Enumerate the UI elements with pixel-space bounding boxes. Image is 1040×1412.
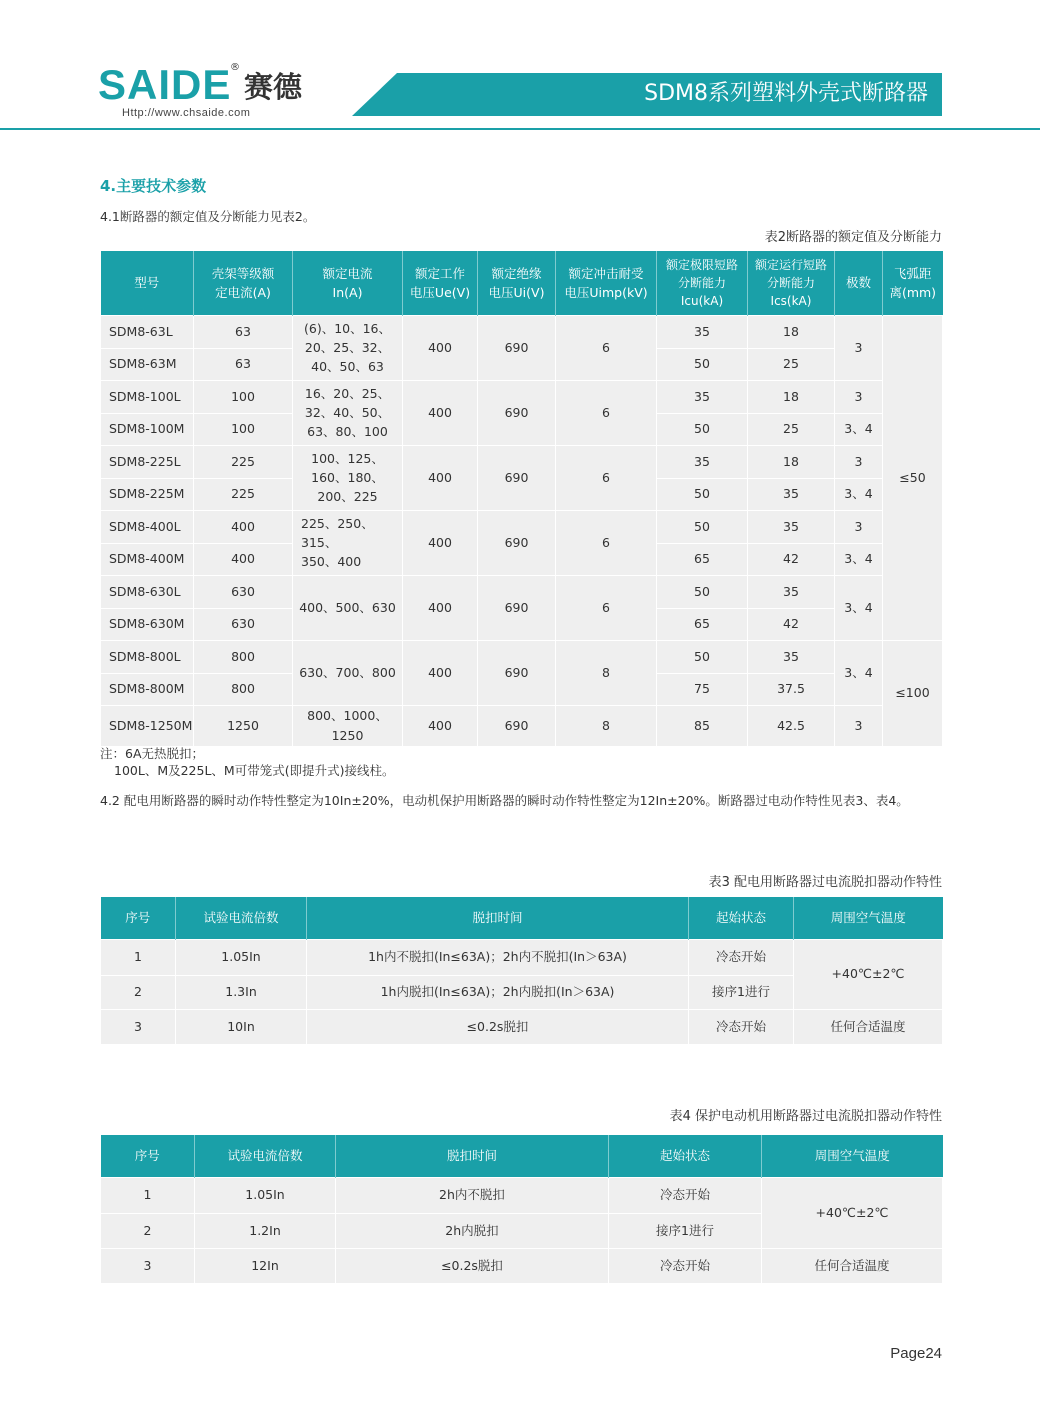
- frame-cell: 63: [194, 348, 293, 380]
- poles-cell: 3: [835, 445, 883, 478]
- model-cell: SDM8-400L: [101, 510, 194, 543]
- ue-cell: 400: [403, 380, 478, 445]
- time-cell: 2h内脱扣: [336, 1213, 609, 1248]
- time-cell: 1h内脱扣(In≤63A)；2h内脱扣(In＞63A): [307, 975, 689, 1009]
- table-row: [101, 315, 943, 348]
- table-row: [101, 939, 943, 975]
- table3-caption: 表3 配电用断路器过电流脱扣器动作特性: [708, 875, 942, 890]
- model-cell: SDM8-400M: [101, 543, 194, 575]
- frame-cell: 225: [194, 445, 293, 478]
- table2-header: 额定电流 In(A): [293, 251, 403, 315]
- no-cell: 1: [101, 1177, 195, 1213]
- ics-cell: 37.5: [748, 673, 835, 705]
- icu-cell: 50: [657, 348, 748, 380]
- temp-cell: +40℃±2℃: [762, 1177, 943, 1248]
- state-cell: 接序1进行: [609, 1213, 762, 1248]
- icu-cell: 35: [657, 380, 748, 413]
- ics-cell: 18: [748, 380, 835, 413]
- time-cell: ≤0.2s脱扣: [336, 1248, 609, 1283]
- section-intro: 4.1断路器的额定值及分断能力见表2。: [100, 209, 316, 224]
- frame-cell: 225: [194, 478, 293, 510]
- state-cell: 冷态开始: [609, 1177, 762, 1213]
- ui-cell: 690: [478, 380, 556, 445]
- in-cell: 400、500、630: [293, 575, 403, 640]
- uimp-cell: 6: [556, 380, 657, 445]
- mult-cell: 1.05In: [176, 939, 307, 975]
- table2-header: 飞弧距 离(mm): [883, 251, 943, 315]
- table4-header: 周围空气温度: [762, 1135, 943, 1177]
- icu-cell: 75: [657, 673, 748, 705]
- table2-header: 极数: [835, 251, 883, 315]
- uimp-cell: 8: [556, 705, 657, 746]
- note-line-1: 注：6A无热脱扣；: [100, 746, 205, 761]
- ics-cell: 25: [748, 413, 835, 445]
- table3-header: 周围空气温度: [794, 897, 943, 939]
- icu-cell: 65: [657, 543, 748, 575]
- ics-cell: 35: [748, 640, 835, 673]
- icu-cell: 35: [657, 445, 748, 478]
- poles-cell: 3: [835, 510, 883, 543]
- mult-cell: 1.05In: [195, 1177, 336, 1213]
- table-row: [101, 705, 943, 746]
- frame-cell: 400: [194, 510, 293, 543]
- model-cell: SDM8-800L: [101, 640, 194, 673]
- ue-cell: 400: [403, 510, 478, 575]
- website-url: Http://www.chsaide.com: [122, 107, 251, 119]
- registered-mark: ®: [230, 62, 240, 73]
- ui-cell: 690: [478, 575, 556, 640]
- table4: [100, 1135, 943, 1284]
- ue-cell: 400: [403, 575, 478, 640]
- mult-cell: 10In: [176, 1009, 307, 1044]
- poles-cell: 3、4: [835, 413, 883, 445]
- poles-cell: 3、4: [835, 478, 883, 510]
- in-cell: 630、700、800: [293, 640, 403, 705]
- in-cell: 16、20、25、 32、40、50、 63、80、100: [293, 380, 403, 445]
- no-cell: 2: [101, 975, 176, 1009]
- temp-cell: +40℃±2℃: [794, 939, 943, 1009]
- table2-header: 额定工作 电压Ue(V): [403, 251, 478, 315]
- model-cell: SDM8-1250M: [101, 705, 194, 746]
- model-cell: SDM8-63L: [101, 315, 194, 348]
- model-cell: SDM8-100M: [101, 413, 194, 445]
- frame-cell: 400: [194, 543, 293, 575]
- arc-cell: ≤100: [883, 640, 943, 746]
- time-cell: 1h内不脱扣(In≤63A)；2h内不脱扣(In＞63A): [307, 939, 689, 975]
- table4-header: 序号: [101, 1135, 195, 1177]
- in-cell: 100、125、 160、180、 200、225: [293, 445, 403, 510]
- icu-cell: 50: [657, 413, 748, 445]
- table3-header: 试验电流倍数: [176, 897, 307, 939]
- table-row: [101, 510, 943, 543]
- table2-header: 额定运行短路 分断能力 Ics(kA): [748, 251, 835, 315]
- ui-cell: 690: [478, 315, 556, 380]
- icu-cell: 35: [657, 315, 748, 348]
- ui-cell: 690: [478, 705, 556, 746]
- state-cell: 冷态开始: [689, 1009, 794, 1044]
- table2-header: 型号: [101, 251, 194, 315]
- logo-chinese: 赛德: [244, 70, 303, 104]
- icu-cell: 65: [657, 608, 748, 640]
- frame-cell: 63: [194, 315, 293, 348]
- frame-cell: 100: [194, 413, 293, 445]
- ics-cell: 25: [748, 348, 835, 380]
- frame-cell: 800: [194, 640, 293, 673]
- mult-cell: 1.2In: [195, 1213, 336, 1248]
- model-cell: SDM8-630M: [101, 608, 194, 640]
- icu-cell: 50: [657, 640, 748, 673]
- poles-cell: 3、4: [835, 543, 883, 575]
- table3-header: 起始状态: [689, 897, 794, 939]
- ue-cell: 400: [403, 315, 478, 380]
- table2-header: 额定绝缘 电压Ui(V): [478, 251, 556, 315]
- icu-cell: 50: [657, 478, 748, 510]
- poles-cell: 3: [835, 705, 883, 746]
- poles-cell: 3、4: [835, 640, 883, 705]
- ics-cell: 42: [748, 543, 835, 575]
- temp-cell: 任何合适温度: [794, 1009, 943, 1044]
- table4-header: 脱扣时间: [336, 1135, 609, 1177]
- frame-cell: 1250: [194, 705, 293, 746]
- ui-cell: 690: [478, 445, 556, 510]
- table-row: [101, 1177, 943, 1213]
- ics-cell: 18: [748, 445, 835, 478]
- ics-cell: 35: [748, 575, 835, 608]
- uimp-cell: 6: [556, 510, 657, 575]
- table2: [100, 251, 943, 747]
- ue-cell: 400: [403, 705, 478, 746]
- paragraph-4-2: 4.2 配电用断路器的瞬时动作特性整定为10In±20%，电动机保护用断路器的瞬时动作特性整定为12In±20%。断路器过电动作特性见表3、表4。: [100, 793, 909, 808]
- table2-header: 额定冲击耐受 电压Uimp(kV): [556, 251, 657, 315]
- no-cell: 3: [101, 1248, 195, 1283]
- uimp-cell: 8: [556, 640, 657, 705]
- ics-cell: 35: [748, 478, 835, 510]
- ue-cell: 400: [403, 640, 478, 705]
- model-cell: SDM8-63M: [101, 348, 194, 380]
- frame-cell: 800: [194, 673, 293, 705]
- state-cell: 冷态开始: [609, 1248, 762, 1283]
- in-cell: 225、250、315、 350、400: [293, 510, 403, 575]
- ui-cell: 690: [478, 510, 556, 575]
- mult-cell: 12In: [195, 1248, 336, 1283]
- logo: SAIDE: [98, 61, 232, 108]
- page-title: SDM8系列塑料外壳式断路器: [644, 81, 928, 106]
- icu-cell: 50: [657, 510, 748, 543]
- table-row: [101, 1009, 943, 1044]
- table2-header: 壳架等级额 定电流(A): [194, 251, 293, 315]
- poles-cell: 3、4: [835, 575, 883, 640]
- temp-cell: 任何合适温度: [762, 1248, 943, 1283]
- section-title: 4.主要技术参数: [100, 177, 207, 195]
- page-number: Page24: [890, 1345, 942, 1362]
- poles-cell: 3: [835, 380, 883, 413]
- model-cell: SDM8-100L: [101, 380, 194, 413]
- uimp-cell: 6: [556, 445, 657, 510]
- table4-header: 试验电流倍数: [195, 1135, 336, 1177]
- note-line-2: 100L、M及225L、M可带笼式(即提升式)接线柱。: [114, 763, 395, 778]
- ics-cell: 18: [748, 315, 835, 348]
- ics-cell: 35: [748, 510, 835, 543]
- table3-header: 序号: [101, 897, 176, 939]
- uimp-cell: 6: [556, 575, 657, 640]
- table-row: [101, 380, 943, 413]
- no-cell: 1: [101, 939, 176, 975]
- time-cell: 2h内不脱扣: [336, 1177, 609, 1213]
- icu-cell: 50: [657, 575, 748, 608]
- table4-caption: 表4 保护电动机用断路器过电流脱扣器动作特性: [669, 1109, 942, 1124]
- table4-header: 起始状态: [609, 1135, 762, 1177]
- frame-cell: 630: [194, 575, 293, 608]
- ics-cell: 42.5: [748, 705, 835, 746]
- table3-header: 脱扣时间: [307, 897, 689, 939]
- ics-cell: 42: [748, 608, 835, 640]
- model-cell: SDM8-225L: [101, 445, 194, 478]
- ui-cell: 690: [478, 640, 556, 705]
- icu-cell: 85: [657, 705, 748, 746]
- time-cell: ≤0.2s脱扣: [307, 1009, 689, 1044]
- frame-cell: 630: [194, 608, 293, 640]
- table-row: [101, 640, 943, 673]
- table2-header: 额定极限短路 分断能力 Icu(kA): [657, 251, 748, 315]
- no-cell: 2: [101, 1213, 195, 1248]
- table3: [100, 897, 943, 1045]
- model-cell: SDM8-225M: [101, 478, 194, 510]
- table-row: [101, 1248, 943, 1283]
- model-cell: SDM8-800M: [101, 673, 194, 705]
- table-row: [101, 575, 943, 608]
- frame-cell: 100: [194, 380, 293, 413]
- arc-cell: ≤50: [883, 315, 943, 640]
- no-cell: 3: [101, 1009, 176, 1044]
- state-cell: 冷态开始: [689, 939, 794, 975]
- table2-caption: 表2断路器的额定值及分断能力: [764, 230, 942, 245]
- mult-cell: 1.3In: [176, 975, 307, 1009]
- in-cell: 800、1000、1250: [293, 705, 403, 746]
- header-divider: [0, 128, 1040, 130]
- table-row: [101, 445, 943, 478]
- ue-cell: 400: [403, 445, 478, 510]
- model-cell: SDM8-630L: [101, 575, 194, 608]
- poles-cell: 3: [835, 315, 883, 380]
- in-cell: (6)、10、16、 20、25、32、 40、50、63: [293, 315, 403, 380]
- state-cell: 接序1进行: [689, 975, 794, 1009]
- uimp-cell: 6: [556, 315, 657, 380]
